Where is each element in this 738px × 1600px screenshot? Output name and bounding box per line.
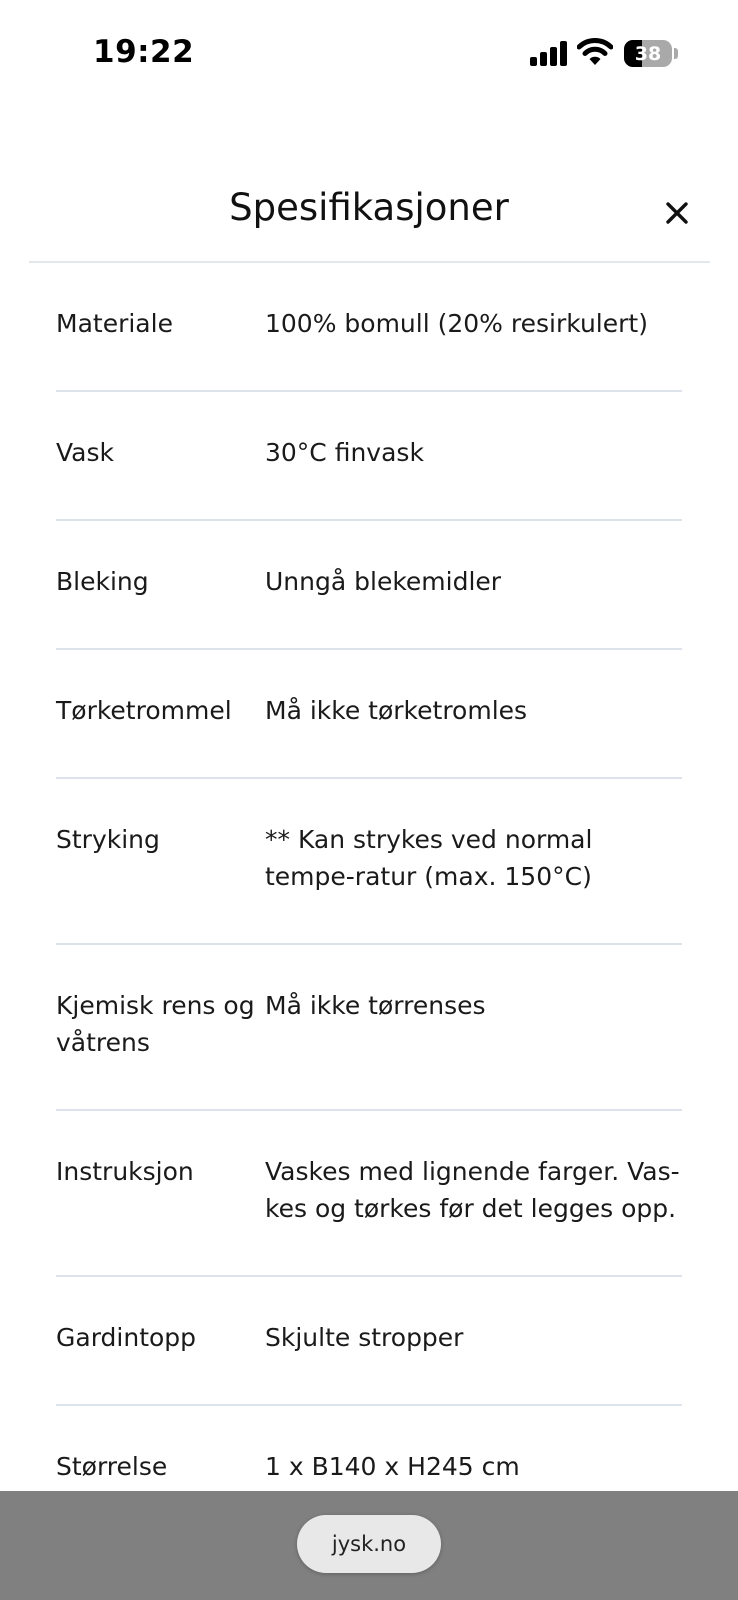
- spec-row-instruksjon: [56, 1111, 682, 1277]
- spec-list: [0, 263, 738, 1535]
- spec-label: Kjemisk rens og våtrens: [56, 991, 255, 1057]
- spec-value: Skjulte stropper: [265, 1323, 464, 1352]
- spec-value: 100% bomull (20% resirkulert): [265, 309, 648, 338]
- spec-value: ** Kan strykes ved normal tempe-ratur (max. 150°C): [265, 825, 593, 891]
- spec-label: Størrelse: [56, 1452, 168, 1481]
- spec-label: Materiale: [56, 309, 173, 338]
- spec-row-gardintopp: [56, 1277, 682, 1406]
- sheet-title: Spesifikasjoner: [229, 186, 509, 229]
- spec-value: Må ikke tørrenses: [265, 991, 486, 1020]
- close-button[interactable]: [660, 196, 694, 230]
- spec-value: 1 x B140 x H245 cm: [265, 1452, 520, 1481]
- sheet-header: [0, 150, 738, 262]
- spec-row-stryking: [56, 779, 682, 945]
- spec-label: Stryking: [56, 825, 160, 854]
- spec-row-materiale: [56, 263, 682, 392]
- spec-label: Gardintopp: [56, 1323, 197, 1352]
- spec-value: Vaskes med lignende farger. Vas-kes og tørkes før det legges opp.: [265, 1157, 680, 1223]
- spec-label: Bleking: [56, 567, 149, 596]
- spec-row-bleking: [56, 521, 682, 650]
- close-icon: [666, 202, 688, 224]
- battery-cap: [674, 48, 678, 59]
- spec-value: Unngå blekemidler: [265, 567, 502, 596]
- spec-value: Må ikke tørketromles: [265, 696, 528, 725]
- spec-row-torketrommel: [56, 650, 682, 779]
- signal-icon: [530, 40, 568, 66]
- spec-label: Tørketrommel: [56, 696, 232, 725]
- spec-value: 30°C finvask: [265, 438, 424, 467]
- spec-label: Vask: [56, 438, 114, 467]
- spec-label: Instruksjon: [56, 1157, 194, 1186]
- spec-row-kjemisk-rens: [56, 945, 682, 1111]
- battery-icon: [624, 40, 672, 67]
- browser-bottom-bar: [0, 1491, 738, 1600]
- wifi-icon: [577, 38, 613, 66]
- status-bar: [0, 0, 738, 110]
- url-bar[interactable]: jysk.no: [297, 1515, 441, 1573]
- spec-row-vask: [56, 392, 682, 521]
- battery-level: 38: [634, 42, 662, 65]
- status-time: 19:22: [93, 34, 195, 70]
